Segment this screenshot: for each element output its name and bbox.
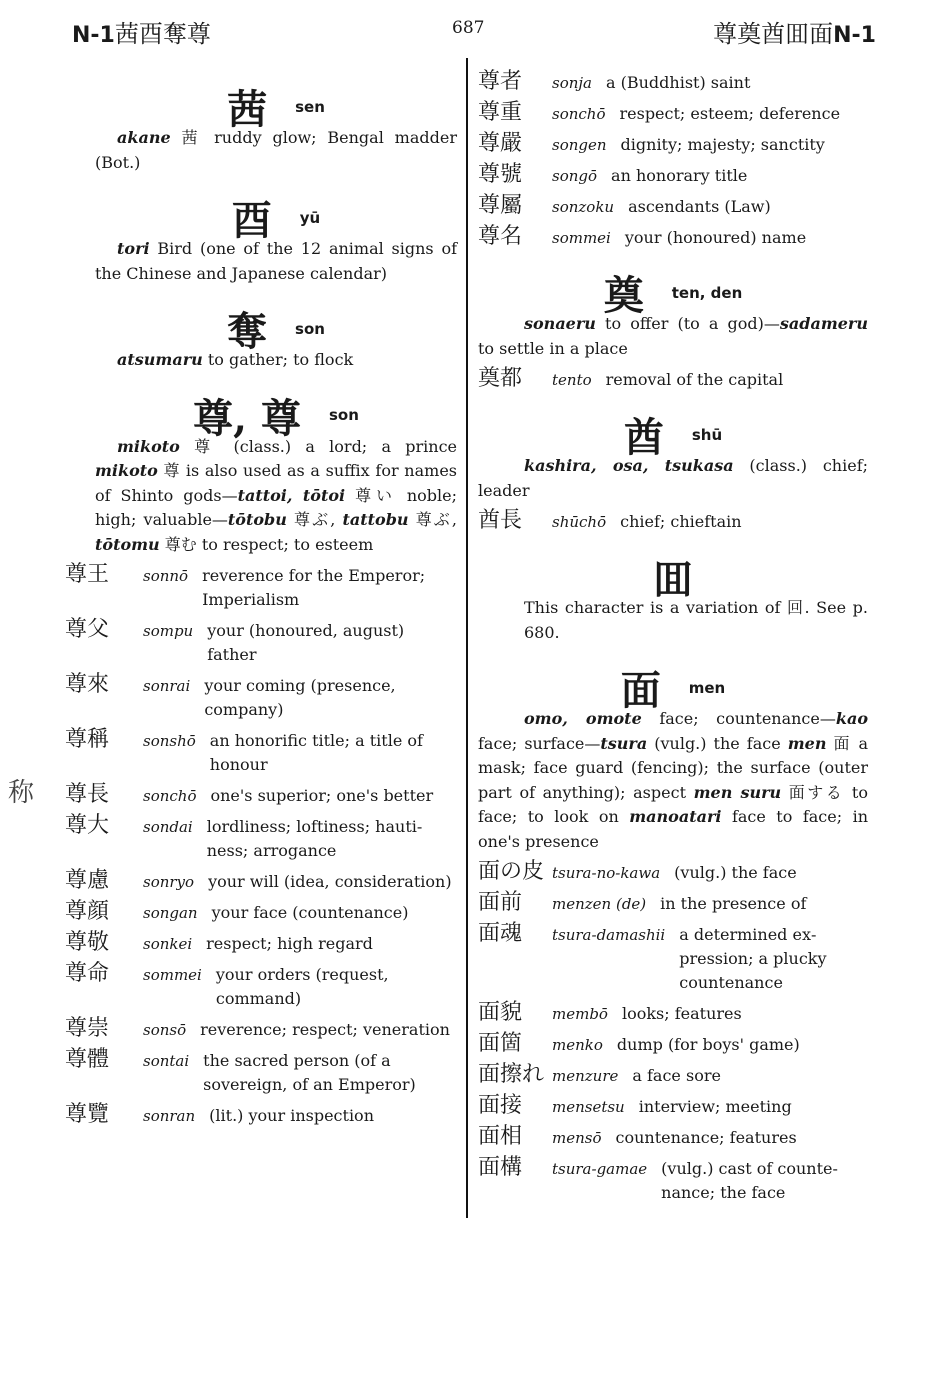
reading-bold: tattoi, tōtoi bbox=[237, 485, 346, 505]
entry-meaning: (lit.) your inspection bbox=[209, 1106, 374, 1125]
entry-reading: sonnō bbox=[143, 567, 189, 585]
definition-text: to offer (to a god)— bbox=[595, 314, 780, 333]
reading-bold: omo, omote bbox=[524, 709, 642, 728]
dictionary-entry bbox=[478, 367, 868, 392]
head-kanji: 酋 bbox=[623, 414, 664, 461]
dictionary-entry bbox=[65, 783, 457, 808]
entry-reading: sompu bbox=[143, 622, 194, 640]
head-reading: sen bbox=[295, 97, 325, 116]
definition-text: face to face; in one's presence bbox=[478, 807, 868, 851]
entry-reading: sommei bbox=[143, 966, 202, 984]
entry-kanji: 尊父 bbox=[65, 617, 110, 642]
definition-text: to gather; to flock bbox=[202, 350, 354, 369]
entry-meaning: removal of the capital bbox=[605, 370, 784, 389]
entry-reading: sommei bbox=[552, 229, 611, 247]
entry-reading: sonryo bbox=[143, 873, 195, 891]
dictionary-entry bbox=[478, 1094, 868, 1119]
entry-meaning: (vulg.) the face bbox=[674, 863, 797, 882]
entry-meaning: reverence for the Emperor; Imperialism bbox=[202, 566, 426, 609]
reading-bold: tōtobu bbox=[227, 510, 287, 529]
right-compound-list-top bbox=[478, 70, 868, 250]
entry-kanji: 尊體 bbox=[65, 1047, 110, 1072]
head-son-honour bbox=[95, 387, 457, 442]
entry-reading: sontai bbox=[143, 1052, 190, 1070]
dictionary-entry bbox=[478, 132, 868, 157]
entry-kanji: 尊者 bbox=[478, 69, 523, 94]
reading-bold: mikoto bbox=[117, 436, 180, 456]
head-kanji: 奪 bbox=[227, 308, 268, 355]
dictionary-entry bbox=[478, 163, 868, 188]
entry-reading: songen bbox=[552, 136, 607, 154]
head-sen bbox=[95, 78, 457, 133]
right-column bbox=[478, 64, 868, 1209]
definition-text: 尊ぶ, bbox=[286, 510, 343, 529]
entry-meaning: an honorary title bbox=[611, 166, 748, 185]
dictionary-entry bbox=[65, 1017, 457, 1042]
entry-meaning: countenance; features bbox=[615, 1128, 797, 1147]
dictionary-entry bbox=[478, 1125, 868, 1150]
head-reading: men bbox=[688, 678, 726, 697]
entry-reading: sonzoku bbox=[552, 198, 615, 216]
definition-yu bbox=[95, 237, 457, 286]
entry-meaning: your will (idea, consideration) bbox=[208, 872, 452, 891]
entry-kanji: 尊命 bbox=[65, 961, 110, 986]
reading-bold: kashira, osa, tsukasa bbox=[524, 456, 734, 475]
reading-bold: manoatari bbox=[629, 807, 722, 826]
dictionary-entry bbox=[478, 860, 868, 885]
header-left-code: N-1 bbox=[72, 23, 115, 48]
definition-text: 尊ぶ, bbox=[408, 510, 457, 529]
entry-kanji: 面の皮 bbox=[478, 859, 545, 884]
entry-meaning: a face sore bbox=[632, 1066, 721, 1085]
entry-meaning: one's superior; one's better bbox=[210, 786, 434, 805]
variant-note: This character is a variation of 回. See p. 680. bbox=[524, 598, 868, 642]
definition-text: to settle in a place bbox=[478, 338, 628, 358]
entry-reading: tsura-no-kawa bbox=[552, 864, 661, 882]
reading-bold: tōtomu bbox=[95, 534, 160, 554]
definition-shu bbox=[478, 454, 868, 503]
entry-kanji: 尊來 bbox=[65, 672, 110, 697]
entry-meaning: lordliness; loftiness; hautiness; arrogance bbox=[206, 817, 423, 860]
dictionary-entry bbox=[478, 225, 868, 250]
entry-reading: mensō bbox=[552, 1129, 602, 1147]
entry-meaning: dump (for boys' game) bbox=[616, 1035, 800, 1054]
entry-reading: tento bbox=[552, 371, 592, 389]
entry-meaning: in the presence of bbox=[660, 894, 807, 913]
head-reading: shū bbox=[691, 425, 723, 444]
dictionary-entry bbox=[65, 1103, 457, 1128]
head-kai bbox=[478, 548, 868, 603]
reading-bold: akane bbox=[117, 128, 171, 147]
dictionary-entry bbox=[65, 728, 457, 777]
head-kanji: 酉 bbox=[231, 197, 272, 244]
dictionary-entry bbox=[478, 922, 868, 995]
header-left bbox=[72, 14, 211, 49]
dictionary-entry bbox=[65, 563, 457, 612]
entry-kanji: 奠都 bbox=[478, 366, 523, 391]
page-header bbox=[62, 14, 880, 54]
entry-kanji: 尊稱 bbox=[65, 727, 110, 752]
dictionary-entry bbox=[478, 1156, 868, 1205]
definition-text: face; surface— bbox=[478, 733, 601, 753]
entry-reading: mensetsu bbox=[552, 1098, 625, 1116]
entry-kanji: 尊嚴 bbox=[478, 131, 523, 156]
entry-meaning: an honorific title; a title of honour bbox=[209, 731, 423, 774]
entry-kanji: 尊號 bbox=[478, 162, 523, 187]
entry-meaning: the sacred person (of a sovereign, of an Emperor) bbox=[203, 1051, 416, 1094]
entry-reading: sonrai bbox=[143, 677, 191, 695]
head-kanji: 尊, 尊 bbox=[193, 394, 301, 442]
dictionary-entry bbox=[65, 869, 457, 894]
dictionary-entry bbox=[65, 673, 457, 722]
entry-reading: sonkei bbox=[143, 935, 193, 953]
dictionary-entry bbox=[478, 1032, 868, 1057]
entry-kanji: 尊屬 bbox=[478, 193, 523, 218]
definition-text: Bird (one of the 12 animal signs of the Chinese and Japanese calendar) bbox=[95, 239, 457, 283]
definition-text: 尊 (class.) a lord; a prince bbox=[179, 436, 457, 456]
column-divider bbox=[466, 58, 468, 1218]
entry-reading: sondai bbox=[143, 818, 193, 836]
header-right-chars: 尊奠酋囬面 bbox=[713, 20, 834, 48]
entry-kanji: 尊顔 bbox=[65, 899, 110, 924]
entry-kanji: 面魂 bbox=[478, 921, 523, 946]
entry-kanji: 尊王 bbox=[65, 562, 110, 587]
reading-bold: kao bbox=[835, 709, 868, 728]
entry-meaning: reverence; respect; veneration bbox=[200, 1020, 450, 1039]
entry-reading: sonchō bbox=[143, 787, 197, 805]
definition-ten bbox=[478, 312, 868, 361]
margin-note: 称 bbox=[8, 778, 35, 808]
definition-text: 尊い noble; high; valuable— bbox=[95, 485, 457, 529]
reading-bold: tsura bbox=[600, 733, 648, 753]
reading-bold: atsumaru bbox=[117, 350, 203, 369]
left-column bbox=[65, 64, 457, 1132]
reading-bold: tori bbox=[117, 239, 150, 258]
entry-meaning: a determined expression; a plucky countenance bbox=[679, 925, 827, 992]
entry-kanji: 尊敬 bbox=[65, 930, 110, 955]
entry-meaning: a (Buddhist) saint bbox=[605, 73, 751, 92]
entry-kanji: 尊重 bbox=[478, 100, 523, 125]
head-kanji: 面 bbox=[620, 667, 661, 714]
reading-bold: sadameru bbox=[779, 314, 868, 333]
definition-text: 面する to face; to look on bbox=[478, 782, 868, 826]
definition-text: face; countenance— bbox=[641, 709, 836, 728]
entry-meaning: looks; features bbox=[621, 1004, 742, 1023]
definition-text: (class.) chief; leader bbox=[478, 456, 868, 500]
head-son-gather bbox=[95, 300, 457, 355]
head-kanji: 茜 bbox=[227, 86, 268, 133]
entry-reading: sonshō bbox=[143, 732, 196, 750]
entry-kanji: 面接 bbox=[478, 1093, 523, 1118]
header-right-code: N-1 bbox=[833, 23, 876, 48]
definition-son-honour bbox=[95, 435, 457, 558]
entry-kanji: 尊長 bbox=[65, 782, 110, 807]
head-kanji: 囬 bbox=[653, 556, 693, 603]
entry-reading: menko bbox=[552, 1036, 603, 1054]
entry-meaning: interview; meeting bbox=[638, 1097, 792, 1116]
right-compound-list-men bbox=[478, 860, 868, 1205]
dictionary-entry bbox=[65, 1048, 457, 1097]
head-shu bbox=[478, 406, 868, 461]
entry-reading: songan bbox=[143, 904, 198, 922]
entry-kanji: 尊名 bbox=[478, 224, 523, 249]
entry-reading: menzen (de) bbox=[552, 895, 647, 913]
entry-meaning: respect; esteem; deference bbox=[619, 104, 841, 123]
entry-reading: sonja bbox=[552, 74, 592, 92]
head-kanji: 奠 bbox=[603, 272, 644, 319]
dictionary-entry bbox=[65, 931, 457, 956]
entry-reading: sonchō bbox=[552, 105, 606, 123]
definition-text: (vulg.) the face bbox=[647, 733, 788, 753]
dictionary-entry bbox=[478, 509, 868, 534]
entry-kanji: 尊覽 bbox=[65, 1102, 110, 1127]
dictionary-entry bbox=[478, 1001, 868, 1026]
entry-meaning: your (honoured) name bbox=[624, 228, 807, 247]
dictionary-entry bbox=[478, 101, 868, 126]
entry-kanji: 尊慮 bbox=[65, 868, 110, 893]
definition-son-gather bbox=[95, 348, 457, 373]
page-number: 687 bbox=[452, 18, 485, 38]
head-reading: yū bbox=[299, 208, 321, 227]
entry-kanji: 尊崇 bbox=[65, 1016, 110, 1041]
entry-reading: membō bbox=[552, 1005, 608, 1023]
header-right bbox=[713, 14, 876, 49]
entry-reading: sonran bbox=[143, 1107, 196, 1125]
definition-sen bbox=[95, 126, 457, 175]
head-reading: son bbox=[328, 406, 359, 424]
reading-bold: men bbox=[787, 733, 827, 753]
entry-meaning: dignity; majesty; sanctity bbox=[620, 135, 825, 154]
head-yu bbox=[95, 189, 457, 244]
entry-meaning: ascendants (Law) bbox=[628, 197, 771, 216]
dictionary-entry bbox=[478, 1063, 868, 1088]
dictionary-entry bbox=[65, 814, 457, 863]
entry-kanji: 面貌 bbox=[478, 1000, 523, 1025]
entry-meaning: chief; chieftain bbox=[620, 512, 742, 531]
dictionary-entry bbox=[65, 962, 457, 1011]
dictionary-entry bbox=[478, 70, 868, 95]
head-men bbox=[478, 659, 868, 714]
entry-kanji: 面構 bbox=[478, 1155, 523, 1180]
left-compound-list bbox=[65, 562, 457, 1128]
head-ten bbox=[478, 264, 868, 319]
reading-bold: men suru bbox=[693, 782, 782, 802]
definition-text: 面 a mask; face guard (fencing); the surface (outer part of anything); aspect bbox=[478, 733, 869, 802]
definition-text: 尊む to respect; to esteem bbox=[159, 534, 374, 554]
header-left-chars: 茜酉奪尊 bbox=[114, 20, 211, 48]
entry-kanji: 面相 bbox=[478, 1124, 523, 1149]
entry-reading: shūchō bbox=[552, 513, 607, 531]
entry-meaning: your orders (request, command) bbox=[215, 965, 389, 1008]
dictionary-entry bbox=[478, 194, 868, 219]
definition-text: 茜 ruddy glow; Bengal madder (Bot.) bbox=[95, 128, 457, 172]
entry-meaning: your face (countenance) bbox=[211, 903, 409, 922]
entry-reading: sonsō bbox=[143, 1021, 187, 1039]
entry-meaning: (vulg.) cast of countenance; the face bbox=[661, 1159, 838, 1202]
dictionary-entry bbox=[65, 618, 457, 667]
definition-text: 尊 is also used as a suffix for names of Shinto gods— bbox=[95, 461, 457, 505]
entry-kanji: 面擦れ bbox=[478, 1062, 545, 1087]
reading-bold: mikoto bbox=[95, 461, 158, 480]
reading-bold: sonaeru bbox=[524, 314, 596, 333]
entry-reading: tsura-damashii bbox=[552, 926, 666, 944]
entry-kanji: 面箇 bbox=[478, 1031, 523, 1056]
dictionary-entry bbox=[478, 891, 868, 916]
entry-meaning: your coming (presence, company) bbox=[204, 676, 396, 719]
entry-reading: menzure bbox=[552, 1067, 619, 1085]
reading-bold: tattobu bbox=[342, 510, 409, 529]
entry-reading: tsura-gamae bbox=[552, 1160, 648, 1178]
head-reading: ten, den bbox=[671, 283, 743, 302]
entry-kanji: 尊大 bbox=[65, 813, 110, 838]
dictionary-entry bbox=[65, 900, 457, 925]
entry-kanji: 面前 bbox=[478, 890, 523, 915]
entry-reading: songō bbox=[552, 167, 598, 185]
entry-kanji: 酋長 bbox=[478, 508, 523, 533]
entry-meaning: your (honoured, august) father bbox=[207, 621, 405, 664]
entry-meaning: respect; high regard bbox=[206, 934, 373, 953]
head-reading: son bbox=[295, 319, 325, 338]
definition-men bbox=[478, 707, 868, 854]
